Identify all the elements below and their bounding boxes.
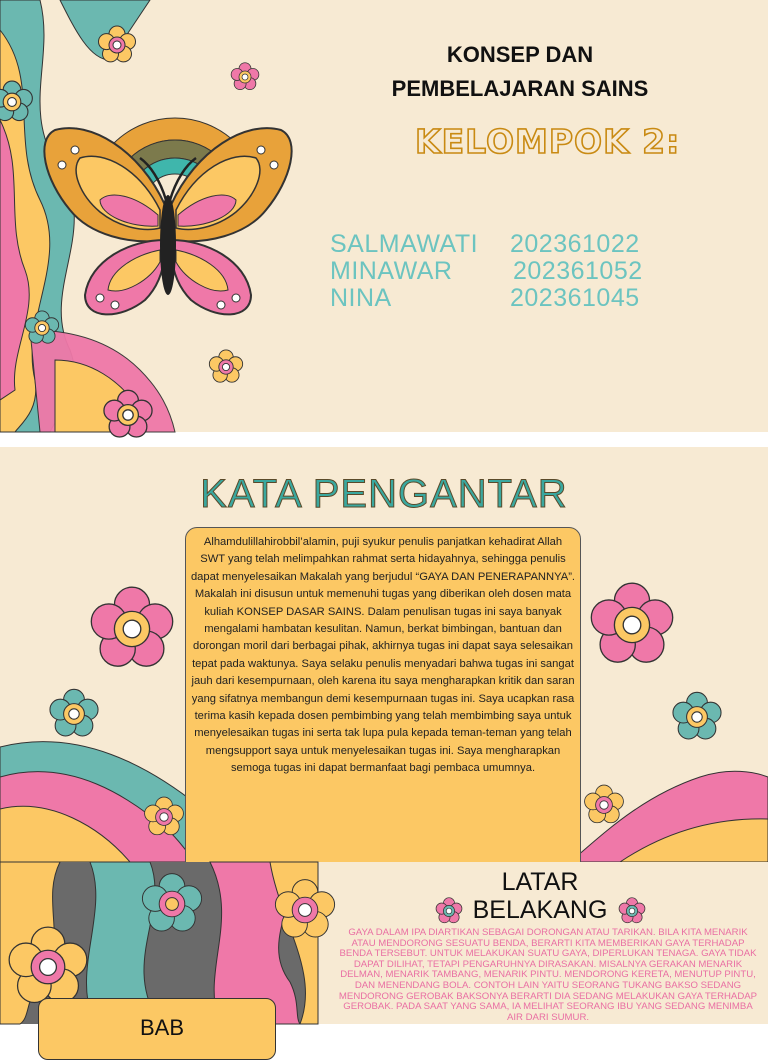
member-id: 202361052 xyxy=(513,257,643,285)
background-title-line1: LATAR xyxy=(501,868,579,896)
slide1-title-line1: KONSEP DAN xyxy=(446,42,594,67)
preface-slide xyxy=(0,447,768,862)
bab-label: BAB xyxy=(140,1015,185,1040)
group-label: KELOMPOK 2: xyxy=(415,122,681,161)
member-id: 202361045 xyxy=(510,284,640,312)
member-id: 202361022 xyxy=(510,230,640,258)
member-name: NINA xyxy=(330,284,392,312)
preface-title: KATA PENGANTAR xyxy=(200,472,568,516)
member-name: MINAWAR xyxy=(330,257,453,285)
background-title-line2: BELAKANG xyxy=(472,896,608,924)
background-body: GAYA DALAM IPA DIARTIKAN SEBAGAI DORONGAN ATAU TARIKAN. BILA KITA MENARIK ATAU MENDORONG SESUATU BENDA, BERARTI KITA MEMBERIKAN GAYA TERHADAP BENDA TERSEBUT. UNTUK MELAKUKAN SUATU GAYA, DIPERLUKAN TENAGA. GAYA TIDAK DAPAT DILIHAT, TETAPI PENGARUHNYA DIRASAKAN. MISALNYA GERAKAN MENARIK DELMAN, MENARIK TAMBANG, MENARIK PINTU. MENDORONG KERETA, MENUTUP PINTU, DAN MENENDANG BOLA. CONTOH LAIN YAITU SEORANG TUKANG BAKSO SEDANG MENDORONG GEROBAK BAKSONYA BERARTI DIA SEDANG MELAKUKAN GAYA TERHADAP GEROBAK. PADA SAAT YANG SAMA, IA MELIHAT SEORANG IBU YANG SEDANG MENIMBA AIR DARI SUMUR. xyxy=(338,927,758,1023)
slide1-title-line2: PEMBELAJARAN SAINS xyxy=(391,76,649,101)
preface-paragraph: Makalah ini disusun untuk memenuhi tugas yang diberikan oleh dosen mata kuliah KONSEP DASAR SAINS. Dalam penulisan tugas ini saya banyak mengalami hambatan kesulitan. Namun, berkat bimbingan, bantuan dan dorongan moril dari berbagai pihak, akhirnya tugas ini dapat saya selesaikan tepat pada waktunya. Saya selaku penulis menyadari bahwa tugas ini sangat jauh dari kesempurnaan, oleh karena itu saya mengharapkan kritik dan saran yang sifatnya membangun demi kesempurnaan tugas ini. Saya ucapkan rasa terima kasih kepada dosen pembimbing yang telah membimbing saya untuk menyelesaikan tugas ini serta tak lupa pula kepada teman-teman yang telah mengsupport saya untuk menyelesaikan tugas ini. Saya mengharapkan semoga tugas ini dapat bermanfaat bagi pembaca umumnya. xyxy=(191,588,575,775)
preface-paragraph: Alhamdulillahirobbil’alamin, puji syukur penulis panjatkan kehadirat Allah SWT yang telah melimpahkan rahmat serta hidayahnya, sehingga penulis dapat menyelesaikan Makalah yang berjudul “GAYA DAN PENERAPANNYA”. xyxy=(190,536,576,583)
background-slide xyxy=(0,862,768,1040)
member-name: SALMAWATI xyxy=(330,230,479,258)
preface-text-box xyxy=(185,527,581,891)
title-slide xyxy=(0,0,768,432)
